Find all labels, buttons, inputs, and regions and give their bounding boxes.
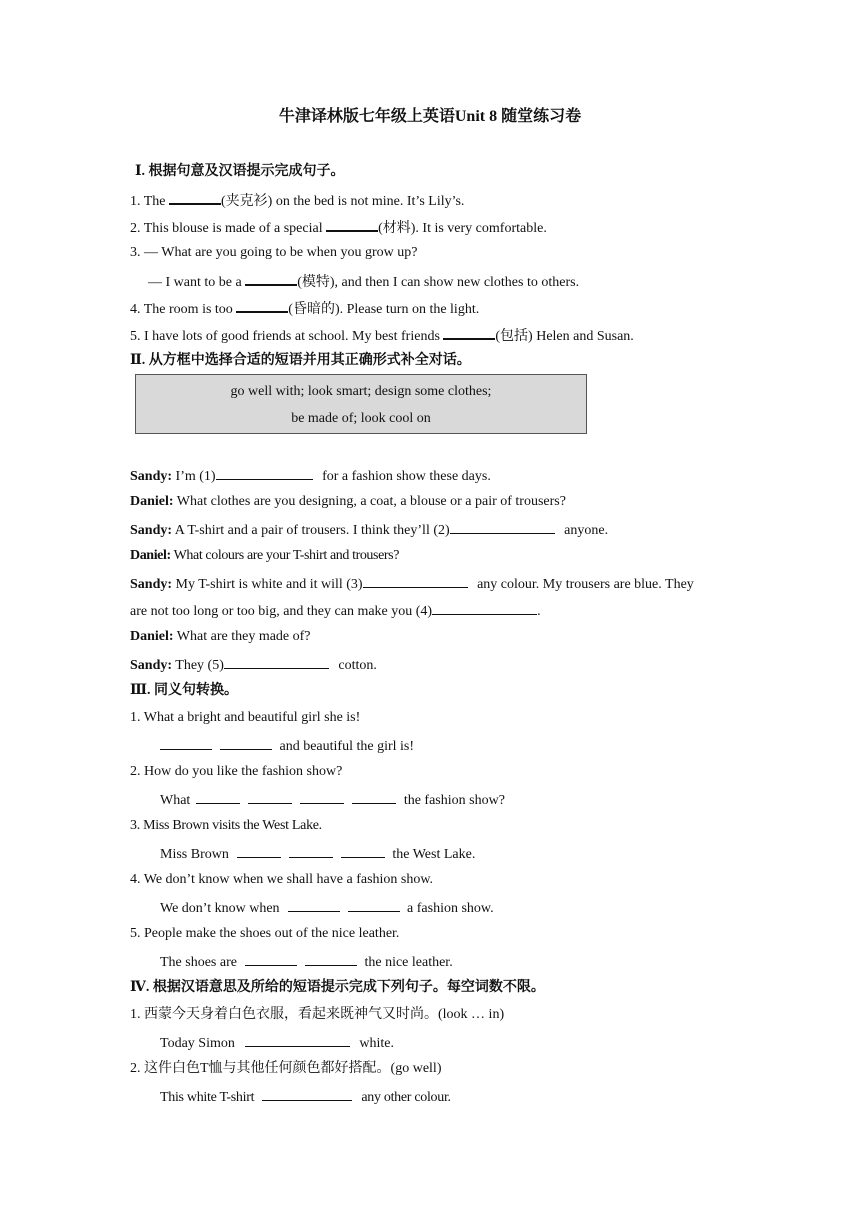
section-2-heading: Ⅱ. 从方框中选择合适的短语并用其正确形式补全对话。 [130, 353, 471, 368]
section-3-item-3-answer: Miss Brown the West Lake. [160, 844, 475, 864]
answer-blank[interactable] [220, 736, 272, 750]
answer-blank[interactable] [245, 952, 297, 966]
answer-blank[interactable] [245, 271, 297, 286]
answer-blank[interactable] [432, 601, 537, 615]
section-1-item-4: 4. The room is too (昏暗的). Please turn on the light. [130, 298, 479, 319]
dialogue-line-2: Daniel: What clothes are you designing, a coat, a blouse or a pair of trousers? [130, 494, 566, 509]
answer-blank[interactable] [352, 790, 396, 804]
section-4-heading: Ⅳ. 根据汉语意思及所给的短语提示完成下列句子。每空词数不限。 [130, 980, 545, 995]
dialogue-line-3: Sandy: A T-shirt and a pair of trousers. I think they’ll (2) anyone. [130, 520, 608, 540]
section-4-item-2-answer: This white T-shirt any other colour. [160, 1087, 451, 1107]
answer-blank[interactable] [348, 898, 400, 912]
answer-blank[interactable] [326, 217, 378, 232]
dialogue-line-7: Daniel: What are they made of? [130, 629, 311, 644]
answer-blank[interactable] [300, 790, 344, 804]
section-3-item-4-question: 4. We don’t know when we shall have a fashion show. [130, 872, 434, 887]
phrase-box-line-2: be made of; look cool on [291, 411, 431, 426]
section-3-item-2-answer: What the fashion show? [160, 790, 505, 810]
section-3-item-1-question: 1. What a bright and beautiful girl she is! [130, 710, 361, 725]
dialogue-line-5: Sandy: My T-shirt is white and it will (3) any colour. My trousers are blue. They [130, 574, 694, 594]
answer-blank[interactable] [289, 844, 333, 858]
answer-blank[interactable] [216, 466, 313, 480]
answer-blank[interactable] [236, 298, 288, 313]
section-4-item-1-question: 1. 西蒙今天身着白色衣服，看起来既神气又时尚。(look … in) [130, 1007, 505, 1022]
answer-blank[interactable] [169, 190, 221, 205]
section-3-heading: Ⅲ. 同义句转换。 [130, 683, 239, 698]
dialogue-line-1: Sandy: I’m (1) for a fashion show these days. [130, 466, 491, 486]
section-4-item-1-answer: Today Simon white. [160, 1033, 394, 1053]
section-3-item-5-answer: The shoes are the nice leather. [160, 952, 453, 972]
section-1-item-3-question: 3. — What are you going to be when you grow up? [130, 245, 418, 260]
dialogue-line-8: Sandy: They (5) cotton. [130, 655, 377, 675]
answer-blank[interactable] [245, 1033, 350, 1047]
answer-blank[interactable] [196, 790, 240, 804]
section-3-item-1-answer: and beautiful the girl is! [160, 736, 414, 756]
dialogue-line-6: are not too long or too big, and they can make you (4) . [130, 601, 541, 621]
answer-blank[interactable] [224, 655, 329, 669]
answer-blank[interactable] [262, 1087, 352, 1101]
section-1-item-3-answer: — I want to be a (模特), and then I can show new clothes to others. [148, 271, 579, 292]
section-1-heading: Ⅰ. 根据句意及汉语提示完成句子。 [135, 164, 345, 179]
section-3-item-3-question: 3. Miss Brown visits the West Lake. [130, 818, 322, 833]
answer-blank[interactable] [305, 952, 357, 966]
section-1-item-1: 1. The (夹克衫) on the bed is not mine. It’s Lily’s. [130, 190, 464, 211]
answer-blank[interactable] [363, 574, 468, 588]
page-title: 牛津译林版七年级上英语Unit 8 随堂练习卷 [278, 108, 582, 125]
answer-blank[interactable] [443, 325, 495, 340]
section-3-item-2-question: 2. How do you like the fashion show? [130, 764, 343, 779]
section-3-item-4-answer: We don’t know when a fashion show. [160, 898, 494, 918]
answer-blank[interactable] [450, 520, 555, 534]
answer-blank[interactable] [341, 844, 385, 858]
answer-blank[interactable] [248, 790, 292, 804]
section-4-item-2-question: 2. 这件白色T恤与其他任何颜色都好搭配。(go well) [130, 1061, 442, 1076]
answer-blank[interactable] [237, 844, 281, 858]
answer-blank[interactable] [160, 736, 212, 750]
phrase-box [135, 374, 587, 434]
dialogue-line-4: Daniel: What colours are your T-shirt and trousers? [130, 548, 400, 563]
section-1-item-5: 5. I have lots of good friends at school. My best friends (包括) Helen and Susan. [130, 325, 634, 346]
section-3-item-5-question: 5. People make the shoes out of the nice leather. [130, 926, 400, 941]
section-1-item-2: 2. This blouse is made of a special (材料). It is very comfortable. [130, 217, 547, 238]
phrase-box-line-1: go well with; look smart; design some clothes; [230, 384, 492, 399]
answer-blank[interactable] [288, 898, 340, 912]
